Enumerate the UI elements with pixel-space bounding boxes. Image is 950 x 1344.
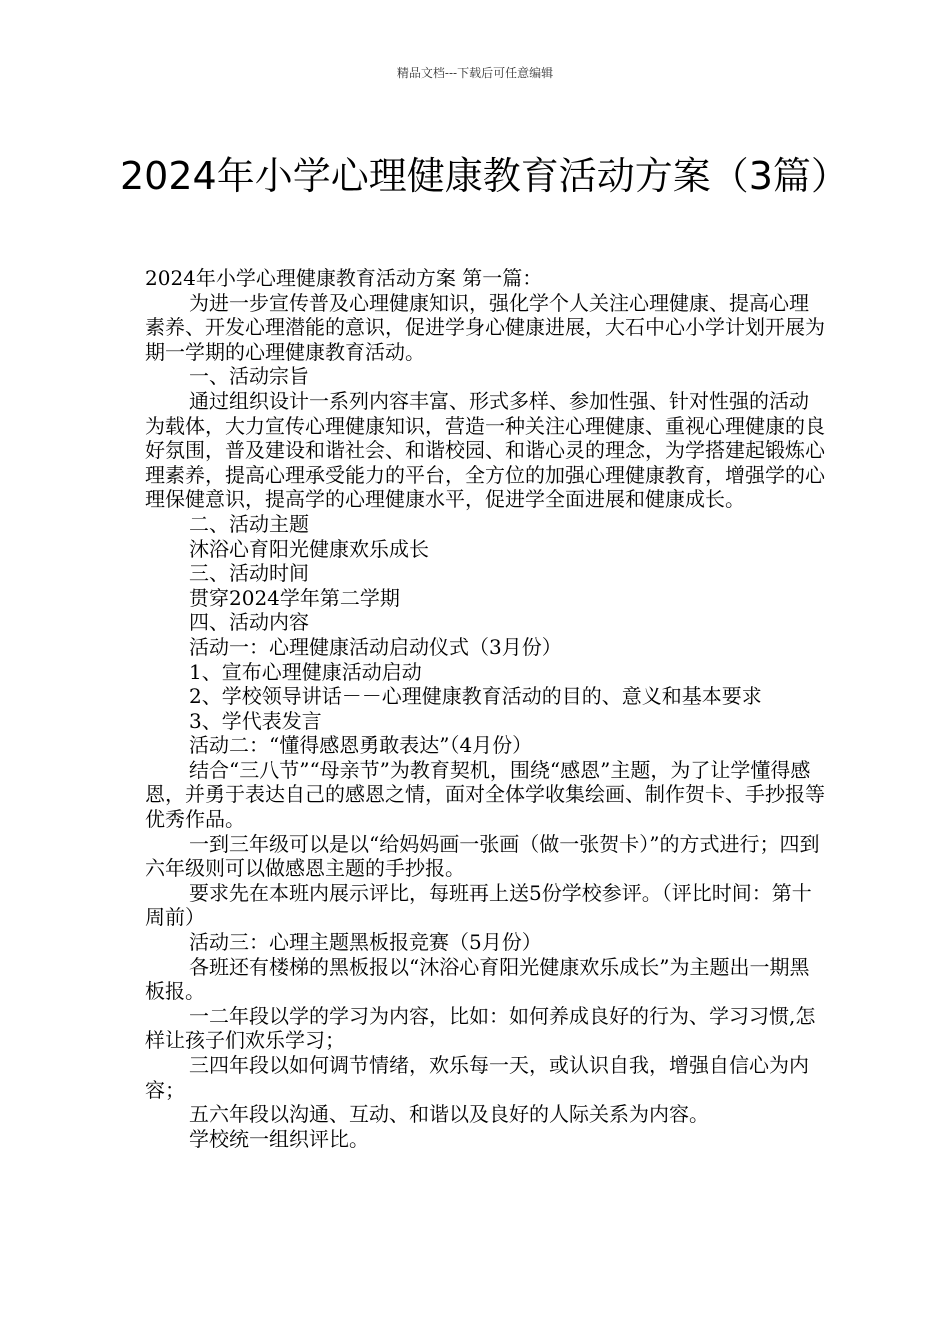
paragraph: 各班还有楼梯的黑板报以“沐浴心育阳光健康欢乐成长”为主题出一期黑板报。	[145, 954, 810, 1004]
document-body	[145, 266, 825, 1151]
paragraph: 活动一：心理健康活动启动仪式（3月份）	[189, 634, 562, 659]
header-note: 精品文档---下载后可任意编辑	[396, 66, 554, 80]
paragraph: 2、学校领导讲话－－心理健康教育活动的目的、意义和基本要求	[189, 684, 762, 709]
paragraph: 五六年段以沟通、互动、和谐以及良好的人际关系为内容。	[189, 1102, 709, 1127]
paragraph: 一、活动宗旨	[189, 364, 309, 389]
paragraph: 活动三：心理主题黑板报竞赛（5月份）	[189, 930, 542, 955]
paragraph: 沐浴心育阳光健康欢乐成长	[189, 536, 429, 561]
paragraph: 四、活动内容	[189, 610, 309, 635]
paragraph: 3、学代表发言	[189, 708, 322, 733]
paragraph: 三、活动时间	[189, 561, 309, 586]
paragraph: 贯穿2024学年第二学期	[189, 585, 400, 610]
paragraph: 二、活动主题	[189, 511, 309, 536]
paragraph: 通过组织设计一系列内容丰富、形式多样、参加性强、针对性强的活动为载体，大力宣传心理健康知识，营造一种关注心理健康、重视心理健康的良好氛围，普及建设和谐社会、和谐校园、和谐心灵的理念，为学搭建起锻炼心理素养，提高心理承受能力的平台，全方位的加强心理健康教育，增强学的心理保健意识，提高学的心理健康水平，促进学全面进展和健康成长。	[145, 388, 825, 512]
paragraph: 结合“三八节”“母亲节”为教育契机，围绕“感恩”主题，为了让学懂得感恩，并勇于表达自己的感恩之情，面对全体学收集绘画、制作贺卡、手抄报等优秀作品。	[145, 757, 825, 832]
paragraph: 要求先在本班内展示评比，每班再上送5份学校参评。（评比时间：第十周前）	[145, 880, 812, 930]
paragraph: 一到三年级可以是以“给妈妈画一张画（做一张贺卡）”的方式进行；四到六年级则可以做感恩主题的手抄报。	[145, 831, 820, 881]
paragraph: 一二年段以学的学习为内容，比如：如何养成良好的行为、学习习惯,怎样让孩子们欢乐学习；	[145, 1003, 816, 1053]
paragraph: 2024年小学心理健康教育活动方案 第一篇：	[145, 266, 543, 290]
document-title: 2024年小学心理健康教育活动方案（3篇）	[120, 154, 849, 199]
paragraph: 为进一步宣传普及心理健康知识，强化学个人关注心理健康、提高心理素养、开发心理潜能的意识，促进学身心健康进展，大石中心小学计划开展为期一学期的心理健康教育活动。	[145, 290, 825, 364]
paragraph: 三四年段以如何调节情绪，欢乐每一天，或认识自我，增强自信心为内容；	[145, 1053, 809, 1102]
paragraph: 1、宣布心理健康活动启动	[189, 659, 422, 684]
paragraph: 学校统一组织评比。	[189, 1126, 369, 1151]
paragraph: 活动二：“懂得感恩勇敢表达”（4月份）	[189, 733, 533, 758]
